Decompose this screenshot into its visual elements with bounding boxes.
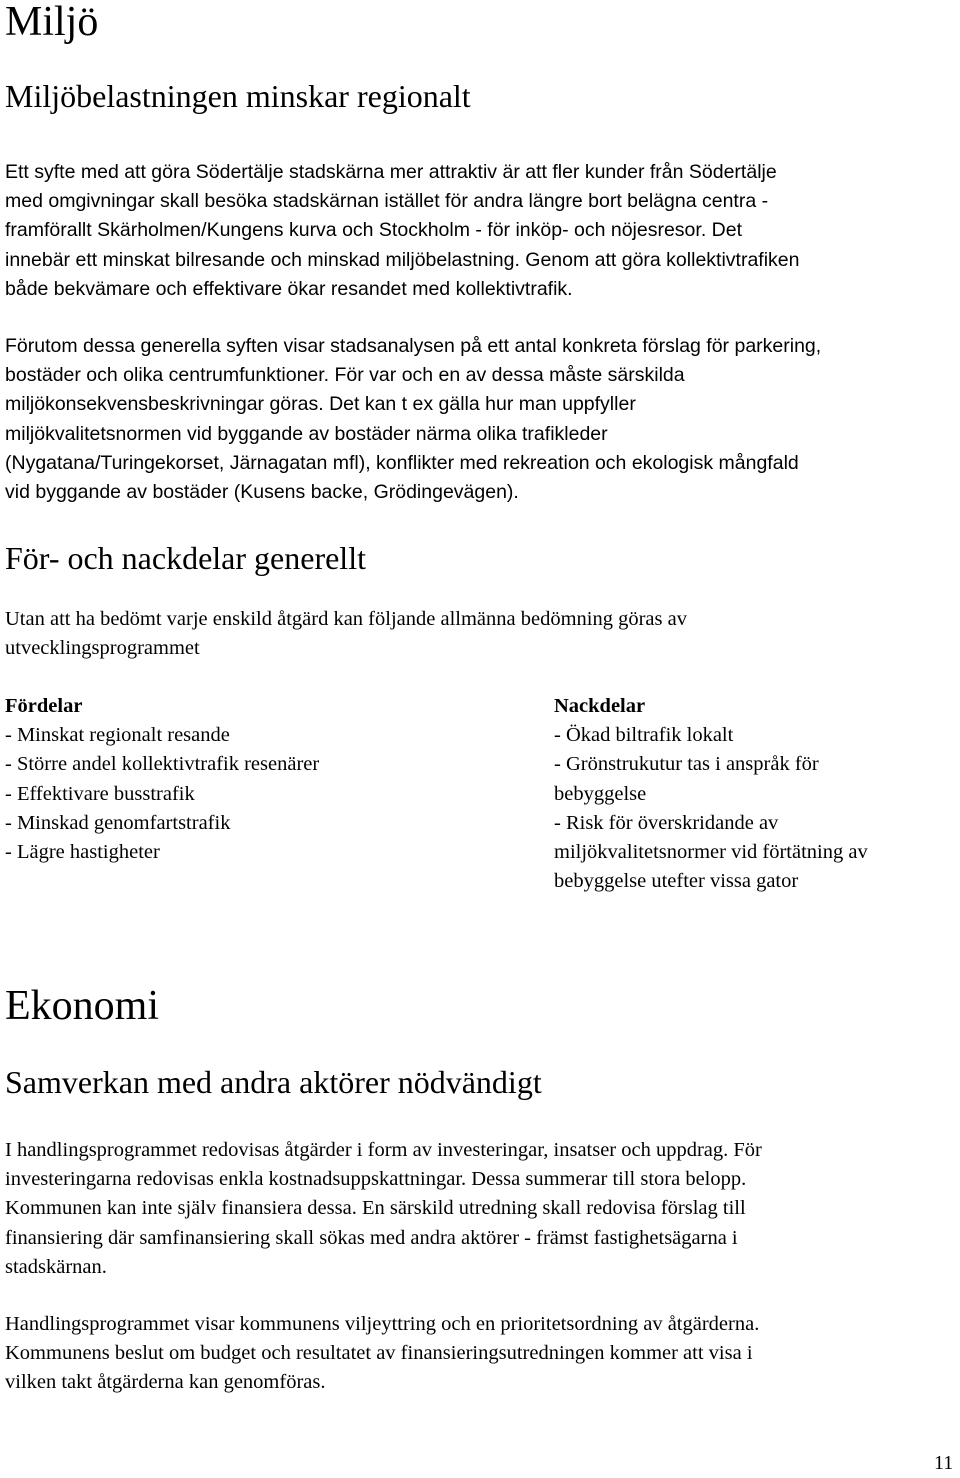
paragraph-ekonomi-1	[5, 1136, 762, 1282]
paragraph-miljo-1	[5, 158, 799, 304]
fordelar-list	[5, 692, 319, 867]
paragraph-line: framförallt Skärholmen/Kungens kurva och Stockholm - för inköp- och nöjesresor. Det	[5, 219, 743, 242]
paragraph-line: miljökonsekvensbeskrivningar göras. Det kan t ex gälla hur man uppfyller	[5, 393, 636, 416]
paragraph-line: Utan att ha bedömt varje enskild åtgärd kan följande allmänna bedömning göras av	[5, 608, 687, 630]
section-heading-miljo: Miljö	[5, 0, 99, 45]
nackdelar-list	[554, 692, 868, 896]
list-item: - Grönstrukutur tas i anspråk för	[554, 753, 819, 776]
paragraph-line: (Nygatana/Turingekorset, Järnagatan mfl), konflikter med rekreation och ekologisk mångfald	[5, 451, 799, 474]
section-heading-ekonomi: Ekonomi	[5, 983, 159, 1029]
paragraph-line: finansiering där samfinansiering skall sökas med andra aktörer - främst fastighetsägarna i	[5, 1226, 738, 1249]
paragraph-line: Kommunen kan inte själv finansiera dessa. En särskild utredning skall redovisa förslag till	[5, 1197, 746, 1220]
subheading-miljobelastning: Miljöbelastningen minskar regionalt	[5, 78, 471, 114]
subheading-for-och-nackdelar: För- och nackdelar generellt	[5, 540, 366, 576]
list-item: - Ökad biltrafik lokalt	[554, 724, 734, 747]
paragraph-line: stadskärnan.	[5, 1255, 107, 1278]
paragraph-line: med omgivningar skall besöka stadskärnan istället för andra längre bort belägna centra -	[5, 190, 769, 213]
list-item: - Effektivare busstrafik	[5, 782, 195, 805]
page-number: 11	[934, 1452, 954, 1474]
paragraph-line: Ett syfte med att göra Södertälje stadskärna mer attraktiv är att fler kunder från Södertälje	[5, 161, 777, 183]
paragraph-ekonomi-2	[5, 1310, 759, 1398]
paragraph-line: miljökvalitetsnormen vid byggande av bostäder närma olika trafikleder	[5, 422, 608, 445]
fordelar-title: Fördelar	[5, 695, 83, 717]
paragraph-line: utvecklingsprogrammet	[5, 637, 200, 660]
list-item: bebyggelse	[554, 782, 647, 805]
list-item: - Minskat regionalt resande	[5, 724, 230, 747]
paragraph-line: bostäder och olika centrumfunktioner. För var och en av dessa måste särskilda	[5, 364, 685, 387]
paragraph-line: investeringarna redovisas enkla kostnadsuppskattningar. Dessa summerar till stora belopp.	[5, 1168, 747, 1191]
paragraph-line: Kommunens beslut om budget och resultatet av finansieringsutredningen kommer att visa i	[5, 1342, 753, 1365]
paragraph-miljo-2	[5, 332, 821, 507]
list-item: - Lägre hastigheter	[5, 841, 160, 864]
paragraph-line: Handlingsprogrammet visar kommunens viljeyttring och en prioritetsordning av åtgärderna.	[5, 1313, 760, 1335]
paragraph-line: innebär ett minskat bilresande och minskad miljöbelastning. Genom att göra kollektivtrafiken	[5, 248, 800, 271]
paragraph-line: Förutom dessa generella syften visar stadsanalysen på ett antal konkreta förslag för parkering,	[5, 335, 822, 357]
nackdelar-title: Nackdelar	[554, 695, 646, 717]
list-item: - Större andel kollektivtrafik resenärer	[5, 753, 320, 776]
list-item: miljökvalitetsnormer vid förtätning av	[554, 841, 868, 864]
list-item: - Minskad genomfartstrafik	[5, 811, 231, 834]
paragraph-line: både bekvämare och effektivare ökar resandet med kollektivtrafik.	[5, 277, 573, 300]
paragraph-for-och-nackdelar-intro	[5, 605, 687, 663]
subheading-samverkan: Samverkan med andra aktörer nödvändigt	[5, 1064, 542, 1100]
list-item: - Risk för överskridande av	[554, 811, 779, 834]
paragraph-line: vilken takt åtgärderna kan genomföras.	[5, 1371, 326, 1394]
list-item: bebyggelse utefter vissa gator	[554, 870, 799, 893]
paragraph-line: I handlingsprogrammet redovisas åtgärder i form av investeringar, insatser och uppdrag. För	[5, 1139, 762, 1161]
paragraph-line: vid byggande av bostäder (Kusens backe, Grödingevägen).	[5, 481, 519, 504]
